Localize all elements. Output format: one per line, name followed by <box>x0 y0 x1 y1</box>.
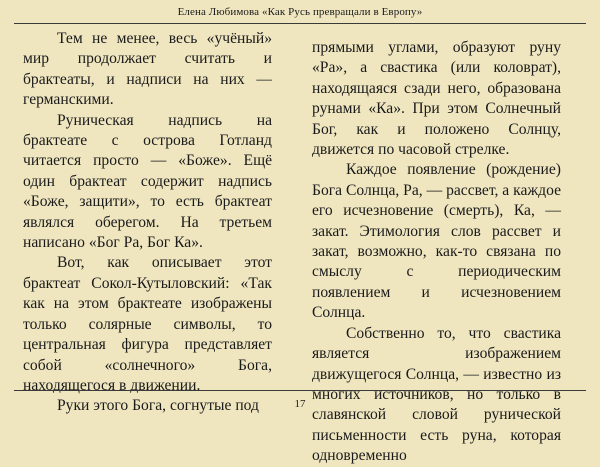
paragraph: прямыми углами, образуют руну «Ра», а свастика (или коловрат), находящаяся сзади него, образована рунами «Ка». При этом Солнечный Бог, как и положено Солнцу, движется по часовой стрелке. <box>312 39 561 159</box>
paragraph: Тем не менее, весь «учёный» мир продолжает считать и брактеаты, и надписи на них — германскими. <box>23 30 272 109</box>
paragraph: Собственно то, что свастика является изображением движущегося Солнца, — известно из многих источников, но только в славянской словой рунической письменности есть руна, которая одновременно <box>312 324 561 465</box>
page-number: 17 <box>294 398 306 410</box>
running-header: Елена Любимова «Как Русь превращали в Европу» <box>177 6 423 18</box>
paragraph: Вот, как описывает этот брактеат Сокол-Кутыловский: «Так как на этом брактеате изображены только солярные символы, то центральная фигура представляет собой «солнечного» Бога, находящегося в движении. <box>23 254 272 394</box>
header-divider <box>14 23 586 24</box>
paragraph: Руки этого Бога, согнутые под <box>57 397 259 415</box>
left-text-column <box>23 29 272 417</box>
footer-divider <box>14 390 586 391</box>
paragraph: Каждое появление (рождение) Бога Солнца, Ра, — рассвет, а каждое его исчезновение (смерть), Ка, — закат. Этимология слов рассвет и закат, возможно, как-то связана по смыслу с периодическим появлением и исчезновением Солнца. <box>312 161 561 322</box>
paragraph: Руническая надпись на брактеате с острова Готланд читается просто — «Боже». Ещё один брактеат содержит надпись «Боже, защити», то есть брактеат являлся оберегом. На третьем написано «Бог Ра, Бог Ка». <box>23 111 272 252</box>
